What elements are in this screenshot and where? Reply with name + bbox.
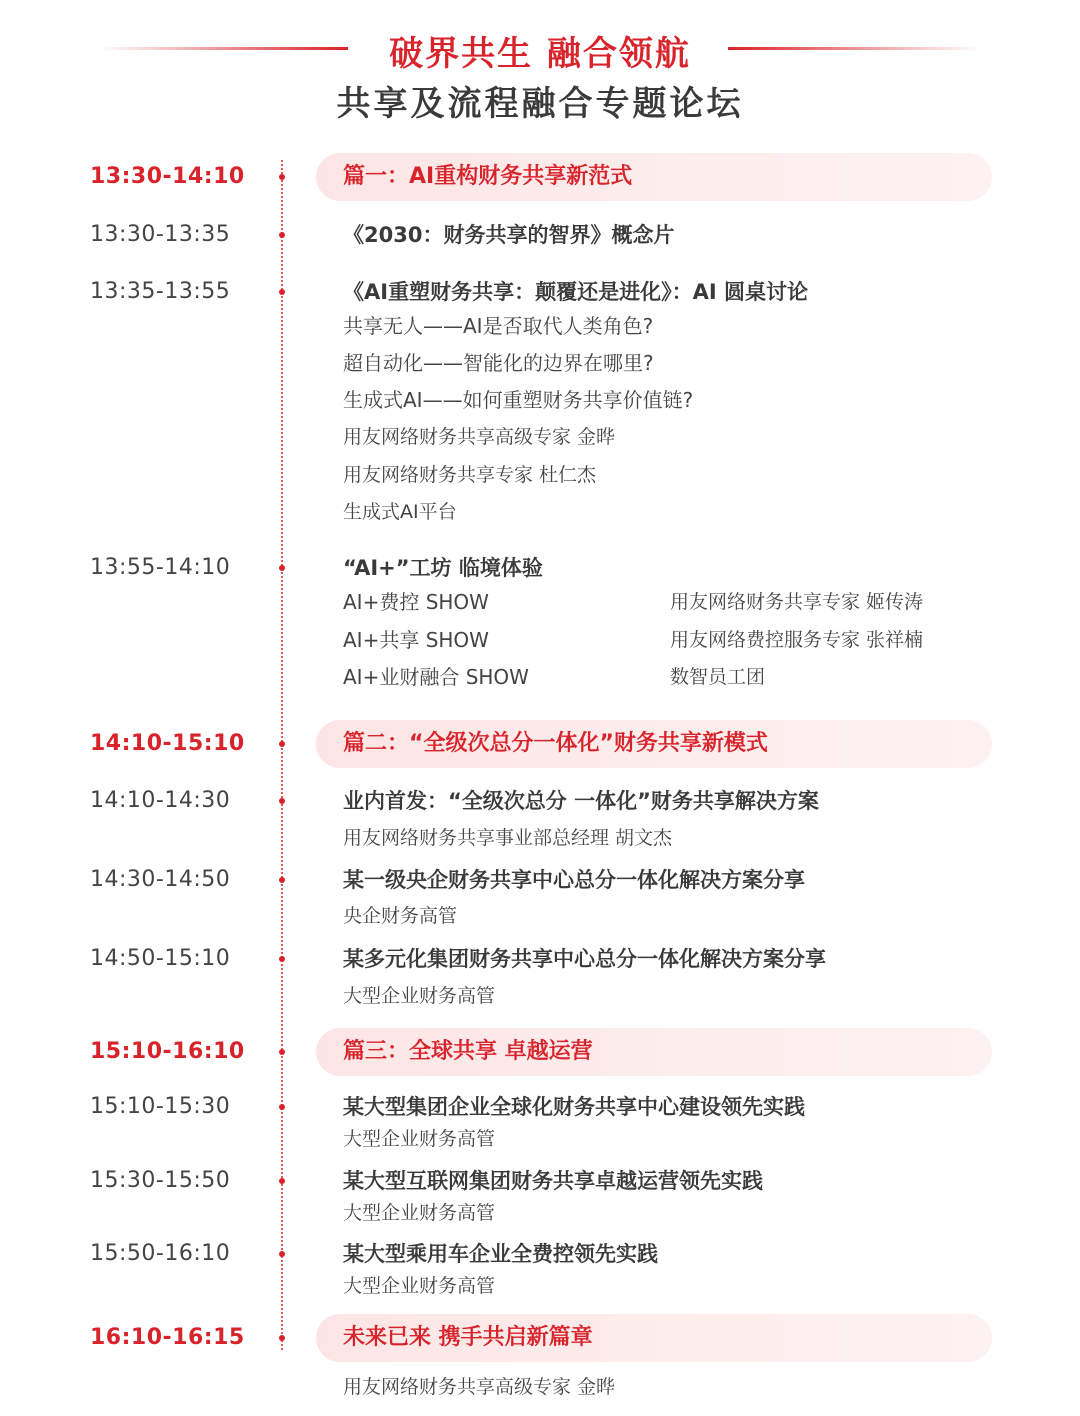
header-divider-right — [728, 47, 980, 50]
item-title: 某大型集团企业全球化财务共享中心建设领先实践 — [343, 1095, 805, 1119]
section-time: 13:30-14:10 — [90, 164, 245, 189]
item-title: 某大型乘用车企业全费控领先实践 — [343, 1242, 658, 1266]
page-title: 破界共生 融合领航 — [389, 34, 691, 74]
show-presenter: 用友网络费控服务专家 张祥楠 — [670, 629, 924, 651]
section-time: 16:10-16:15 — [90, 1325, 245, 1350]
timeline-dot — [279, 565, 285, 571]
item-title: 《AI重塑财务共享：颠覆还是进化》：AI 圆桌讨论 — [343, 280, 808, 304]
discussion-topic: 超自动化——智能化的边界在哪里? — [343, 351, 654, 375]
speaker: 大型企业财务高管 — [343, 1128, 496, 1150]
section-title: 篇二：“全级次总分一体化”财务共享新模式 — [343, 731, 768, 756]
show-presenter: 用友网络财务共享专家 姬传涛 — [670, 591, 924, 613]
item-title: 业内首发：“全级次总分 一体化”财务共享解决方案 — [343, 789, 819, 813]
timeline-dot — [279, 1049, 285, 1055]
timeline-dot — [279, 1251, 285, 1257]
discussion-topic: 生成式AI——如何重塑财务共享价值链? — [343, 388, 694, 412]
show-name: AI+业财融合 SHOW — [343, 665, 529, 689]
section-title: 篇三：全球共享 卓越运营 — [343, 1039, 593, 1064]
page-subtitle: 共享及流程融合专题论坛 — [336, 84, 744, 124]
closing-speaker: 用友网络财务共享高级专家 金晔 — [343, 1376, 616, 1398]
item-time: 15:10-15:30 — [90, 1094, 231, 1119]
item-title: 某大型互联网集团财务共享卓越运营领先实践 — [343, 1169, 763, 1193]
timeline-dot — [279, 877, 285, 883]
timeline-dot — [279, 174, 285, 180]
item-time: 14:10-14:30 — [90, 788, 231, 813]
section-time: 14:10-15:10 — [90, 731, 245, 756]
section-title: 篇一：AI重构财务共享新范式 — [343, 164, 633, 189]
timeline-line — [281, 160, 283, 1350]
section-title: 未来已来 携手共启新篇章 — [343, 1325, 593, 1350]
item-title: 某一级央企财务共享中心总分一体化解决方案分享 — [343, 868, 805, 892]
item-time: 13:35-13:55 — [90, 279, 231, 304]
discussion-topic: 共享无人——AI是否取代人类角色? — [343, 314, 654, 338]
item-time: 14:50-15:10 — [90, 946, 231, 971]
timeline-dot — [279, 232, 285, 238]
timeline-dot — [279, 1178, 285, 1184]
speaker: 生成式AI平台 — [343, 501, 457, 523]
speaker: 大型企业财务高管 — [343, 985, 496, 1007]
timeline-dot — [279, 289, 285, 295]
speaker: 央企财务高管 — [343, 905, 458, 927]
item-time: 13:55-14:10 — [90, 555, 231, 580]
item-title: 某多元化集团财务共享中心总分一体化解决方案分享 — [343, 947, 826, 971]
speaker: 用友网络财务共享专家 杜仁杰 — [343, 464, 597, 486]
show-name: AI+共享 SHOW — [343, 628, 489, 652]
speaker: 大型企业财务高管 — [343, 1202, 496, 1224]
item-time: 14:30-14:50 — [90, 867, 231, 892]
item-title: 《2030：财务共享的智界》概念片 — [343, 223, 675, 247]
speaker: 大型企业财务高管 — [343, 1275, 496, 1297]
speaker: 用友网络财务共享事业部总经理 胡文杰 — [343, 827, 673, 849]
timeline-dot — [279, 798, 285, 804]
timeline-dot — [279, 956, 285, 962]
item-title: “AI+”工坊 临境体验 — [343, 556, 543, 580]
timeline-dot — [279, 1104, 285, 1110]
show-presenter: 数智员工团 — [670, 666, 766, 688]
timeline-dot — [279, 1335, 285, 1341]
item-time: 15:30-15:50 — [90, 1168, 231, 1193]
item-time: 13:30-13:35 — [90, 222, 231, 247]
show-name: AI+费控 SHOW — [343, 590, 489, 614]
section-time: 15:10-16:10 — [90, 1039, 245, 1064]
item-time: 15:50-16:10 — [90, 1241, 231, 1266]
speaker: 用友网络财务共享高级专家 金晔 — [343, 426, 616, 448]
timeline-dot — [279, 741, 285, 747]
